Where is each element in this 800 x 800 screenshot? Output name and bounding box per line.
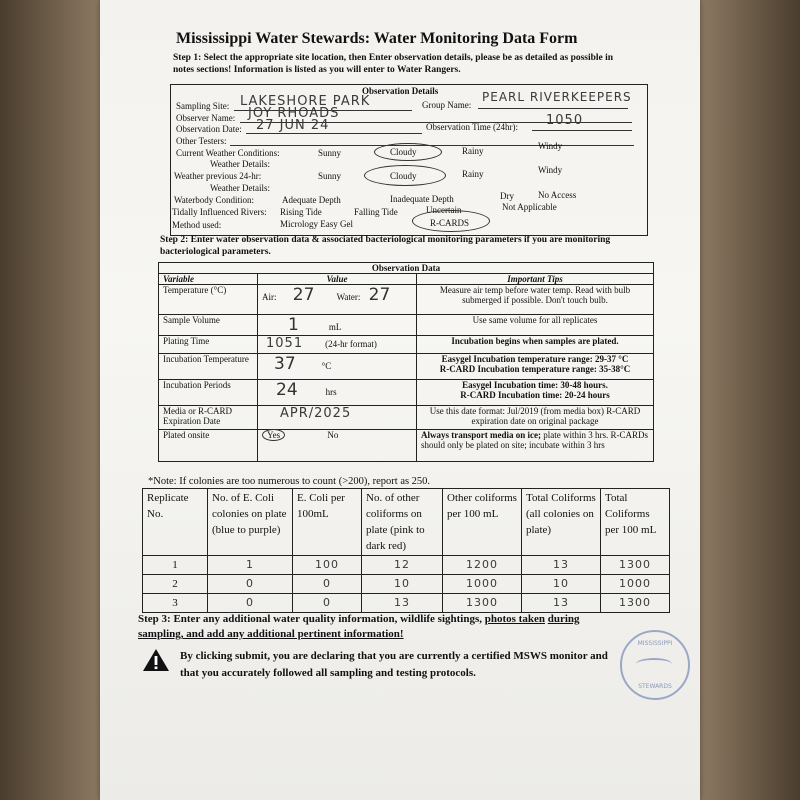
uncertain-option[interactable]: Uncertain bbox=[426, 205, 462, 215]
air-label: Air: bbox=[262, 292, 277, 302]
media-expiration-value[interactable]: APR/2025 bbox=[280, 406, 352, 421]
rep-header-5: Total Coliforms (all colonies on plate) bbox=[522, 489, 601, 556]
rep2-replicate: 2 bbox=[143, 575, 208, 594]
dry-option[interactable]: Dry bbox=[500, 191, 514, 201]
rep3-ecoli-colonies[interactable]: 0 bbox=[208, 594, 293, 613]
group-name-value[interactable]: PEARL RIVERKEEPERS bbox=[482, 90, 632, 104]
rep1-replicate: 1 bbox=[143, 556, 208, 575]
media-expiration-tip: Use this date format: Jul/2019 (from media box) R-CARD expiration date on original package bbox=[417, 406, 654, 430]
rising-tide[interactable]: Rising Tide bbox=[280, 207, 322, 217]
rep-header-3: No. of other coliforms on plate (pink to dark red) bbox=[362, 489, 443, 556]
obs-details-header: Observation Details bbox=[362, 86, 439, 96]
current-rainy[interactable]: Rainy bbox=[462, 146, 484, 156]
current-windy[interactable]: Windy bbox=[538, 141, 563, 151]
prev-weather-label: Weather previous 24-hr: bbox=[174, 171, 262, 181]
seal-top-text: MISSISSIPPI bbox=[637, 640, 673, 647]
step3-text: Step 3: Enter any additional water quality information, wildlife sightings, bbox=[138, 613, 485, 625]
incubation-period-tip-2: R-CARD Incubation time: 20-24 hours bbox=[460, 390, 610, 400]
incubation-temp-tip-1: Easygel Incubation temperature range: 29-37 °C bbox=[441, 354, 629, 364]
group-name-label: Group Name: bbox=[422, 100, 472, 110]
observer-label: Observer Name: bbox=[176, 113, 236, 123]
temp-tip: Measure air temp before water temp. Read with bulb submerged if possible. Don't touch bulb. bbox=[417, 285, 654, 315]
plated-tip: plate within 3 hrs. R-CARDs should only be plated on site; incubate within 3 hrs bbox=[421, 430, 648, 450]
warning-icon bbox=[142, 648, 170, 672]
rep3-ecoli-per-100[interactable]: 0 bbox=[293, 594, 362, 613]
rep2-ecoli-colonies[interactable]: 0 bbox=[208, 575, 293, 594]
colony-note: *Note: If colonies are too numerous to count (>200), report as 250. bbox=[148, 476, 431, 487]
incubation-period-label: Incubation Periods bbox=[159, 380, 258, 406]
rep3-total-colonies[interactable]: 13 bbox=[522, 594, 601, 613]
rcards-option[interactable]: R-CARDS bbox=[430, 218, 470, 228]
prev-rainy[interactable]: Rainy bbox=[462, 169, 484, 179]
incubation-temp-tip-2: R-CARD Incubation temperature range: 35-38°C bbox=[439, 364, 631, 374]
plating-time-tip: Incubation begins when samples are plated. bbox=[417, 336, 654, 354]
prev-cloudy[interactable]: Cloudy bbox=[390, 171, 417, 181]
rep2-total-colonies[interactable]: 10 bbox=[522, 575, 601, 594]
incubation-period-unit: hrs bbox=[325, 387, 337, 397]
rep1-ecoli-per-100[interactable]: 100 bbox=[293, 556, 362, 575]
weather-details-label: Weather Details: bbox=[210, 159, 270, 169]
time-label: Observation Time (24hr): bbox=[426, 122, 518, 132]
prev-sunny[interactable]: Sunny bbox=[318, 171, 342, 181]
step3-link-photos[interactable]: photos taken bbox=[484, 613, 545, 625]
paper-form bbox=[100, 0, 700, 800]
prev-windy[interactable]: Windy bbox=[538, 165, 563, 175]
rep-header-4: Other coliforms per 100 mL bbox=[443, 489, 522, 556]
sample-volume-tip: Use same volume for all replicates bbox=[417, 315, 654, 336]
plating-time-unit: (24-hr format) bbox=[325, 339, 377, 349]
declaration-text: By clicking submit, you are declaring that you are currently a certified MSWS monitor and that you accurately followed all sampling and testing protocols. bbox=[180, 650, 608, 679]
plated-onsite-label: Plated onsite bbox=[159, 430, 258, 462]
plating-time-label: Plating Time bbox=[159, 336, 258, 354]
plated-no-option[interactable]: No bbox=[327, 430, 339, 440]
rep1-other-colonies[interactable]: 12 bbox=[362, 556, 443, 575]
seal-bottom-text: STEWARDS bbox=[638, 683, 672, 690]
rep3-other-colonies[interactable]: 13 bbox=[362, 594, 443, 613]
current-cloudy[interactable]: Cloudy bbox=[390, 147, 417, 157]
rep3-other-per-100[interactable]: 1300 bbox=[443, 594, 522, 613]
adequate-depth[interactable]: Adequate Depth bbox=[282, 195, 341, 205]
sample-volume-label: Sample Volume bbox=[159, 315, 258, 336]
rep2-other-colonies[interactable]: 10 bbox=[362, 575, 443, 594]
step2-instructions: Step 2: Enter water observation data & associated bacteriological monitoring parameters if you are monitoring bacteriological parameters. bbox=[160, 235, 611, 257]
step3-instructions bbox=[138, 612, 618, 642]
rep1-total-per-100[interactable]: 1300 bbox=[601, 556, 670, 575]
step1-instructions: Step 1: Select the appropriate site location, then Enter observation details, please be as detailed as possible in notes sections! Information is listed as you will enter to Water Rangers. bbox=[173, 53, 614, 75]
tidal-label: Tidally Influenced Rivers: bbox=[172, 207, 267, 217]
rep1-ecoli-colonies[interactable]: 1 bbox=[208, 556, 293, 575]
falling-tide[interactable]: Falling Tide bbox=[354, 207, 398, 217]
col-variable-header: Variable bbox=[159, 274, 258, 285]
form-title: Mississippi Water Stewards: Water Monitoring Data Form bbox=[176, 30, 578, 47]
step3-link-during[interactable]: during sampling, and add any additional pertinent information! bbox=[138, 613, 580, 640]
rep-header-6: Total Coliforms per 100 mL bbox=[601, 489, 670, 556]
cloudy-selection-circle bbox=[374, 143, 442, 161]
current-weather-label: Current Weather Conditions: bbox=[176, 148, 280, 158]
temp-label: Temperature (°C) bbox=[159, 285, 258, 315]
sample-volume-unit: mL bbox=[328, 322, 342, 332]
obs-data-header: Observation Data bbox=[159, 263, 654, 274]
water-value[interactable]: 27 bbox=[368, 285, 391, 305]
observer-value[interactable]: JOY RHOADS bbox=[248, 106, 340, 121]
prev-cloudy-selection-circle bbox=[364, 165, 446, 186]
rep3-total-per-100[interactable]: 1300 bbox=[601, 594, 670, 613]
rcards-selection-circle bbox=[412, 210, 490, 232]
other-testers-label: Other Testers: bbox=[176, 136, 227, 146]
incubation-temp-label: Incubation Temperature bbox=[159, 354, 258, 380]
time-value[interactable]: 1050 bbox=[546, 113, 584, 128]
sample-volume-value[interactable]: 1 bbox=[288, 315, 299, 335]
air-value[interactable]: 27 bbox=[292, 285, 315, 305]
waterbody-label: Waterbody Condition: bbox=[174, 195, 255, 205]
method-label: Method used: bbox=[172, 220, 222, 230]
rep-header-1: No. of E. Coli colonies on plate (blue to purple) bbox=[208, 489, 293, 556]
msws-seal-logo bbox=[620, 630, 690, 700]
rep3-replicate: 3 bbox=[143, 594, 208, 613]
media-expiration-label: Media or R-CARD Expiration Date bbox=[159, 406, 258, 430]
inadequate-depth[interactable]: Inadequate Depth bbox=[390, 194, 454, 204]
micrology-option[interactable]: Micrology Easy Gel bbox=[280, 219, 353, 229]
date-value[interactable]: 27 JUN 24 bbox=[256, 118, 330, 133]
observation-data-table bbox=[158, 262, 654, 462]
col-value-header: Value bbox=[258, 274, 417, 285]
rep-header-0: Replicate No. bbox=[143, 489, 208, 556]
rep-header-2: E. Coli per 100mL bbox=[293, 489, 362, 556]
col-tips-header: Important Tips bbox=[417, 274, 654, 285]
not-applicable-option[interactable]: Not Applicable bbox=[502, 202, 557, 212]
no-access-option[interactable]: No Access bbox=[538, 190, 577, 200]
rep1-other-per-100[interactable]: 1200 bbox=[443, 556, 522, 575]
rep2-ecoli-per-100[interactable]: 0 bbox=[293, 575, 362, 594]
plated-yes-option[interactable]: Yes bbox=[262, 429, 285, 441]
incubation-period-tip-1: Easygel Incubation time: 30-48 hours. bbox=[462, 380, 608, 390]
water-label: Water: bbox=[336, 292, 361, 302]
incubation-temp-unit: °C bbox=[321, 361, 332, 371]
incubation-temp-value[interactable]: 37 bbox=[274, 354, 296, 374]
plated-tip-bold: Always transport media on ice; bbox=[421, 430, 541, 440]
rep2-other-per-100[interactable]: 1000 bbox=[443, 575, 522, 594]
rep1-total-colonies[interactable]: 13 bbox=[522, 556, 601, 575]
temp-value-cell[interactable] bbox=[258, 285, 417, 315]
date-label: Observation Date: bbox=[176, 124, 242, 134]
sampling-site-label: Sampling Site: bbox=[176, 101, 230, 111]
sampling-site-value[interactable]: LAKESHORE PARK bbox=[240, 94, 371, 109]
weather-details-label-2: Weather Details: bbox=[210, 183, 270, 193]
current-sunny[interactable]: Sunny bbox=[318, 148, 342, 158]
incubation-period-value[interactable]: 24 bbox=[276, 380, 298, 400]
replicate-table bbox=[142, 488, 670, 613]
rep2-total-per-100[interactable]: 1000 bbox=[601, 575, 670, 594]
plating-time-value[interactable]: 1051 bbox=[266, 336, 304, 351]
